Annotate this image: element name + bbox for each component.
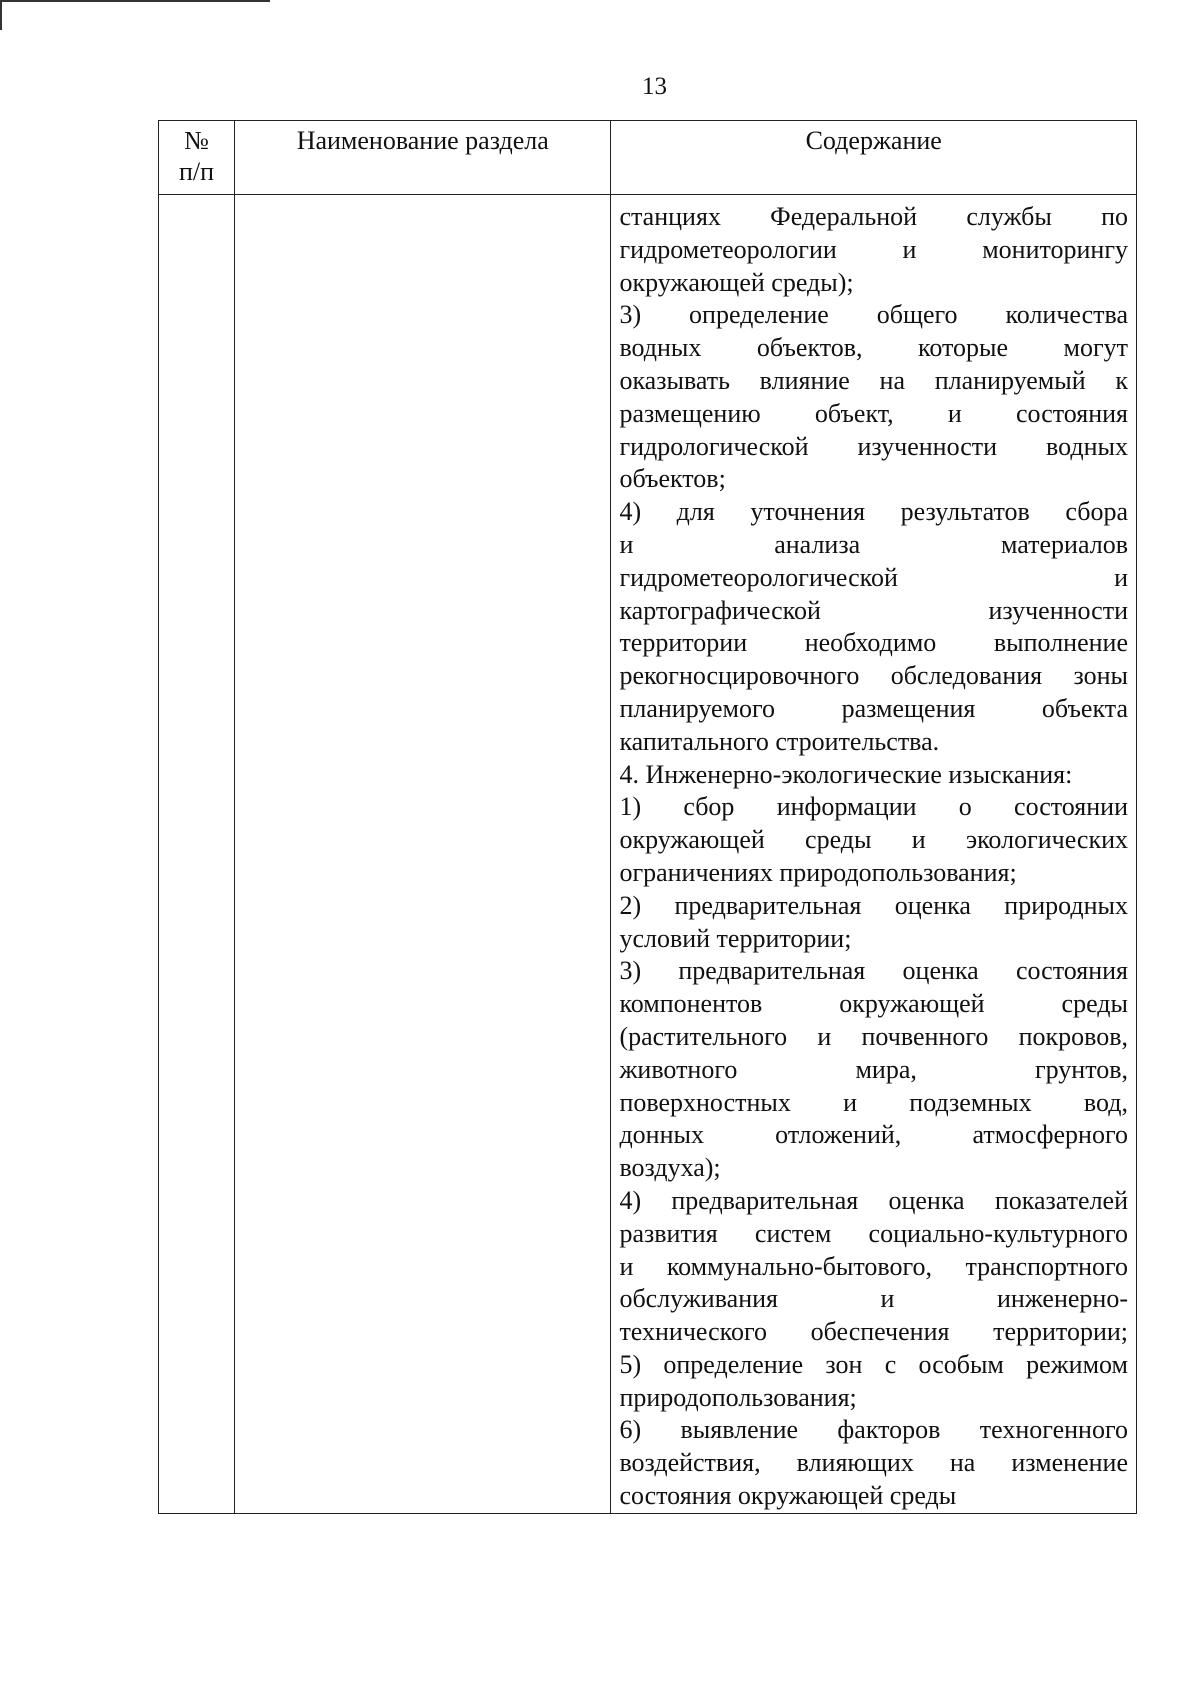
content-line: 5) определение зон с особым режимом bbox=[619, 1349, 1128, 1379]
header-content: Содержание bbox=[611, 121, 1137, 195]
content-line: 4) предварительная оценка показателей bbox=[619, 1185, 1128, 1215]
content-line: окружающей среды); bbox=[619, 267, 854, 297]
content-line: 4. Инженерно-экологические изыскания: bbox=[619, 759, 1073, 789]
content-line: капитального строительства. bbox=[619, 726, 940, 756]
content-line: 3) предварительная оценка состояния bbox=[619, 956, 1128, 986]
content-line: (растительного и почвенного покровов, bbox=[619, 1021, 1128, 1051]
header-number-symbol: № bbox=[184, 126, 209, 155]
content-line: рекогносцировочного обследования зоны bbox=[619, 661, 1128, 691]
content-line: развития систем социально-культурного bbox=[619, 1218, 1128, 1248]
content-line: 3) определение общего количества bbox=[619, 300, 1128, 330]
content-line: размещению объект, и состояния bbox=[619, 398, 1128, 428]
content-line: ограничениях природопользования; bbox=[619, 857, 1017, 887]
content-line: природопользования; bbox=[619, 1382, 857, 1412]
table-row bbox=[159, 195, 1137, 1514]
content-line: технического обеспечения территории; bbox=[619, 1317, 1128, 1347]
content-line: объектов; bbox=[619, 464, 726, 494]
content-line: животного мира, грунтов, bbox=[619, 1054, 1128, 1084]
content-line: окружающей среды и экологических bbox=[619, 825, 1128, 855]
row-content-cell bbox=[611, 195, 1137, 1514]
header-section-name: Наименование раздела bbox=[235, 121, 611, 195]
content-line: и коммунально-бытового, транспортного bbox=[619, 1251, 1128, 1281]
page-number: 13 bbox=[642, 73, 667, 100]
content-line: картографической изученности bbox=[619, 595, 1128, 625]
content-line: и анализа материалов bbox=[619, 529, 1128, 559]
header-number-cell bbox=[159, 121, 235, 195]
row-number-cell bbox=[159, 195, 235, 1514]
content-line: донных отложений, атмосферного bbox=[619, 1120, 1128, 1150]
content-line: условий территории; bbox=[619, 923, 852, 953]
content-line: поверхностных и подземных вод, bbox=[619, 1087, 1128, 1117]
content-line: территории необходимо выполнение bbox=[619, 628, 1128, 658]
scan-edge-mark-left bbox=[0, 0, 2, 30]
content-line: планируемого размещения объекта bbox=[619, 693, 1128, 723]
content-line: гидрометеорологической и bbox=[619, 562, 1128, 592]
content-line: воздуха); bbox=[619, 1153, 721, 1183]
row-section-name-cell bbox=[235, 195, 611, 1514]
content-line: компонентов окружающей среды bbox=[619, 989, 1128, 1019]
content-text bbox=[619, 201, 1128, 1513]
content-line: 1) сбор информации о состоянии bbox=[619, 792, 1128, 822]
content-line: 6) выявление факторов техногенного bbox=[619, 1415, 1128, 1445]
document-table bbox=[158, 120, 1137, 1514]
content-line: станциях Федеральной службы по bbox=[619, 202, 1128, 231]
content-line: воздействия, влияющих на изменение bbox=[619, 1448, 1128, 1478]
content-line: состояния окружающей среды bbox=[619, 1481, 957, 1511]
content-line: 4) для уточнения результатов сбора bbox=[619, 497, 1128, 527]
header-number-abbrev: п/п bbox=[179, 157, 215, 186]
content-line: оказывать влияние на планируемый к bbox=[619, 365, 1128, 395]
scan-edge-mark-top bbox=[0, 0, 270, 2]
table-header-row bbox=[159, 121, 1137, 195]
content-line: гидрологической изученности водных bbox=[619, 431, 1128, 461]
content-line: обслуживания и инженерно- bbox=[619, 1284, 1128, 1314]
content-line: водных объектов, которые могут bbox=[619, 333, 1128, 363]
content-line: гидрометеорологии и мониторингу bbox=[619, 234, 1128, 264]
content-line: 2) предварительная оценка природных bbox=[619, 890, 1128, 920]
